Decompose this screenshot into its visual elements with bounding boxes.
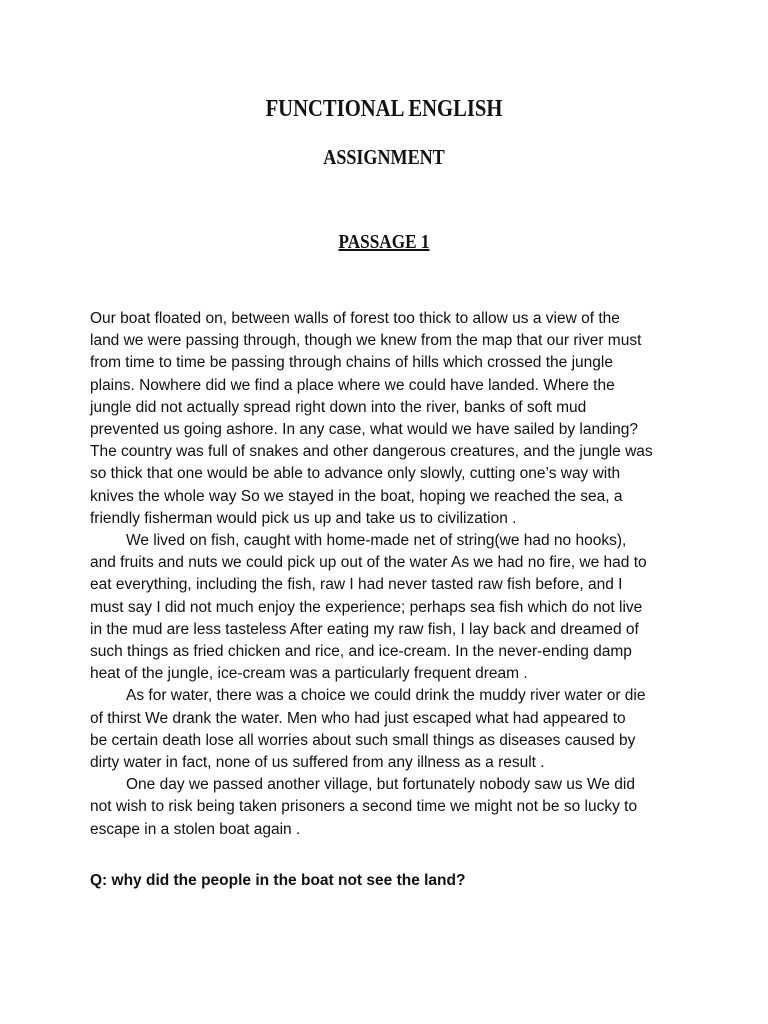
passage-line: must say I did not much enjoy the experience; perhaps sea fish which do not live [90, 598, 643, 616]
passage-line: in the mud are less tasteless After eating my raw fish, I lay back and dreamed of [90, 620, 639, 638]
passage-line: The country was full of snakes and other dangerous creatures, and the jungle was [90, 443, 653, 461]
passage-line: not wish to risk being taken prisoners a second time we might not be so lucky to [90, 798, 638, 816]
passage-line: Our boat floated on, between walls of forest too thick to allow us a view of the [90, 310, 620, 327]
passage-line: so thick that one would be able to advance only slowly, cutting one’s way with [90, 465, 621, 483]
passage-text [90, 308, 690, 841]
passage-line: dirty water in fact, none of us suffered from any illness as a result . [90, 754, 545, 772]
passage-line: One day we passed another village, but fortunately nobody saw us We did [126, 776, 635, 794]
passage-line: of thirst We drank the water. Men who had just escaped what had appeared to [90, 709, 626, 727]
passage-line: land we were passing through, though we knew from the map that our river must [90, 332, 642, 350]
passage-line: jungle did not actually spread right down into the river, banks of soft mud [90, 398, 587, 416]
passage-line: As for water, there was a choice we could drink the muddy river water or die [126, 687, 646, 705]
passage-line: eat everything, including the fish, raw I had never tasted raw fish before, and I [90, 576, 623, 594]
passage-line: escape in a stolen boat again . [90, 820, 301, 838]
question-text: Q: why did the people in the boat not see the land? [90, 872, 466, 889]
passage-line: heat of the jungle, ice-cream was a particularly frequent dream . [90, 665, 528, 683]
passage-line: such things as fried chicken and rice, and ice-cream. In the never-ending damp [90, 643, 632, 661]
document-subtitle: ASSIGNMENT [323, 145, 445, 169]
passage-line: prevented us going ashore. In any case, what would we have sailed by landing? [90, 421, 639, 439]
passage-line: be certain death lose all worries about such small things as diseases caused by [90, 731, 636, 749]
passage-heading: PASSAGE 1 [338, 231, 430, 253]
passage-line: We lived on fish, caught with home-made net of string(we had no hooks), [126, 532, 627, 550]
passage-line: plains. Nowhere did we find a place where we could have landed. Where the [90, 376, 615, 394]
document-title: FUNCTIONAL ENGLISH [265, 96, 503, 122]
passage-line: friendly fisherman would pick us up and take us to civilization . [90, 509, 517, 527]
passage-line: from time to time be passing through chains of hills which crossed the jungle [90, 354, 613, 372]
passage-line: knives the whole way So we stayed in the boat, hoping we reached the sea, a [90, 487, 623, 505]
passage-line: and fruits and nuts we could pick up out of the water As we had no fire, we had to [90, 554, 647, 572]
